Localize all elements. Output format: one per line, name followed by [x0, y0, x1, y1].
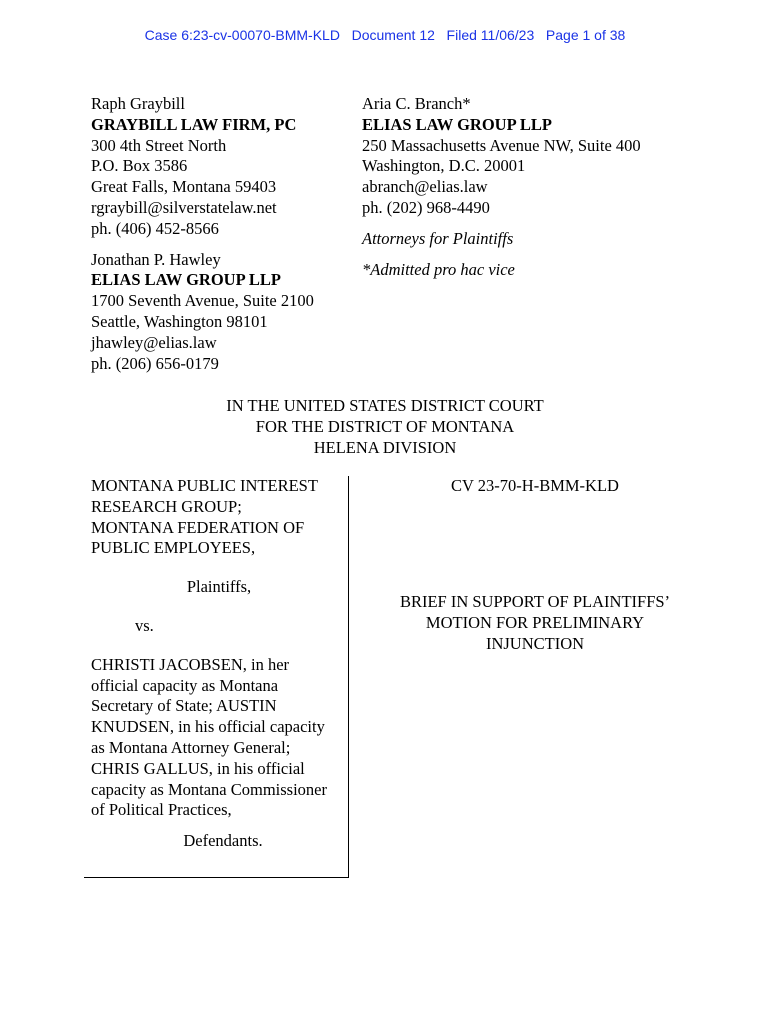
counsel-block-left [91, 94, 314, 374]
defendants-label: Defendants. [183, 831, 263, 851]
document-title [350, 592, 720, 654]
firm-name: GRAYBILL LAW FIRM, PC [91, 114, 297, 134]
defendant-line: official capacity as Montana [91, 675, 279, 695]
attorney-name: Jonathan P. Hawley [91, 249, 221, 269]
phone-number: ph. (406) 452-8566 [91, 218, 219, 238]
court-heading [0, 396, 770, 458]
email-address: jhawley@elias.law [91, 332, 217, 352]
case-header-stamp: Case 6:23-cv-00070-BMM-KLD Document 12 Filed 11/06/23 Page 1 of 38 [144, 27, 626, 43]
firm-name: ELIAS LAW GROUP LLP [91, 270, 281, 290]
document-title-line: INJUNCTION [485, 633, 585, 653]
caption-horizontal-rule [84, 877, 349, 878]
counsel-block-right [362, 94, 641, 280]
plaintiff-line: MONTANA PUBLIC INTEREST [91, 476, 318, 495]
defendant-line: KNUDSEN, in his official capacity [91, 717, 325, 737]
case-number: CV 23-70-H-BMM-KLD [451, 476, 619, 495]
phone-number: ph. (202) 968-4490 [362, 197, 490, 217]
case-caption-parties [91, 476, 347, 852]
document-title-line: MOTION FOR PRELIMINARY [425, 612, 645, 632]
email-address: abranch@elias.law [362, 177, 488, 197]
document-title-line: BRIEF IN SUPPORT OF PLAINTIFFS’ [399, 592, 671, 611]
caption-vertical-rule [348, 476, 349, 878]
defendant-line: CHRISTI JACOBSEN, in her [91, 654, 290, 674]
attorney-name: Raph Graybill [91, 94, 185, 113]
defendant-line: as Montana Attorney General; [91, 737, 291, 757]
plaintiff-line: PUBLIC EMPLOYEES, [91, 538, 256, 558]
address-line: 250 Massachusetts Avenue NW, Suite 400 [362, 135, 641, 155]
defendant-line: capacity as Montana Commissioner [91, 779, 327, 799]
counsel-role: Attorneys for Plaintiffs [362, 228, 514, 248]
firm-name: ELIAS LAW GROUP LLP [362, 114, 552, 134]
court-division: HELENA DIVISION [313, 437, 457, 457]
address-line: P.O. Box 3586 [91, 156, 188, 176]
city-line: Seattle, Washington 98101 [91, 311, 268, 331]
court-district: FOR THE DISTRICT OF MONTANA [255, 416, 515, 436]
court-name: IN THE UNITED STATES DISTRICT COURT [226, 396, 544, 415]
defendant-line: CHRIS GALLUS, in his official [91, 758, 305, 778]
address-line: 300 4th Street North [91, 135, 227, 155]
city-line: Washington, D.C. 20001 [362, 156, 526, 176]
plaintiff-line: MONTANA FEDERATION OF [91, 517, 305, 537]
phone-number: ph. (206) 656-0179 [91, 353, 219, 373]
plaintiff-line: RESEARCH GROUP; [91, 496, 242, 516]
attorney-name: Aria C. Branch* [362, 94, 471, 113]
email-address: rgraybill@silverstatelaw.net [91, 197, 277, 217]
pro-hac-vice-note: *Admitted pro hac vice [362, 259, 515, 279]
city-line: Great Falls, Montana 59403 [91, 177, 277, 197]
defendant-line: of Political Practices, [91, 800, 232, 820]
defendant-line: Secretary of State; AUSTIN [91, 696, 277, 716]
plaintiffs-label: Plaintiffs, [186, 577, 252, 597]
address-line: 1700 Seventh Avenue, Suite 2100 [91, 291, 314, 311]
versus-label: vs. [135, 615, 154, 635]
